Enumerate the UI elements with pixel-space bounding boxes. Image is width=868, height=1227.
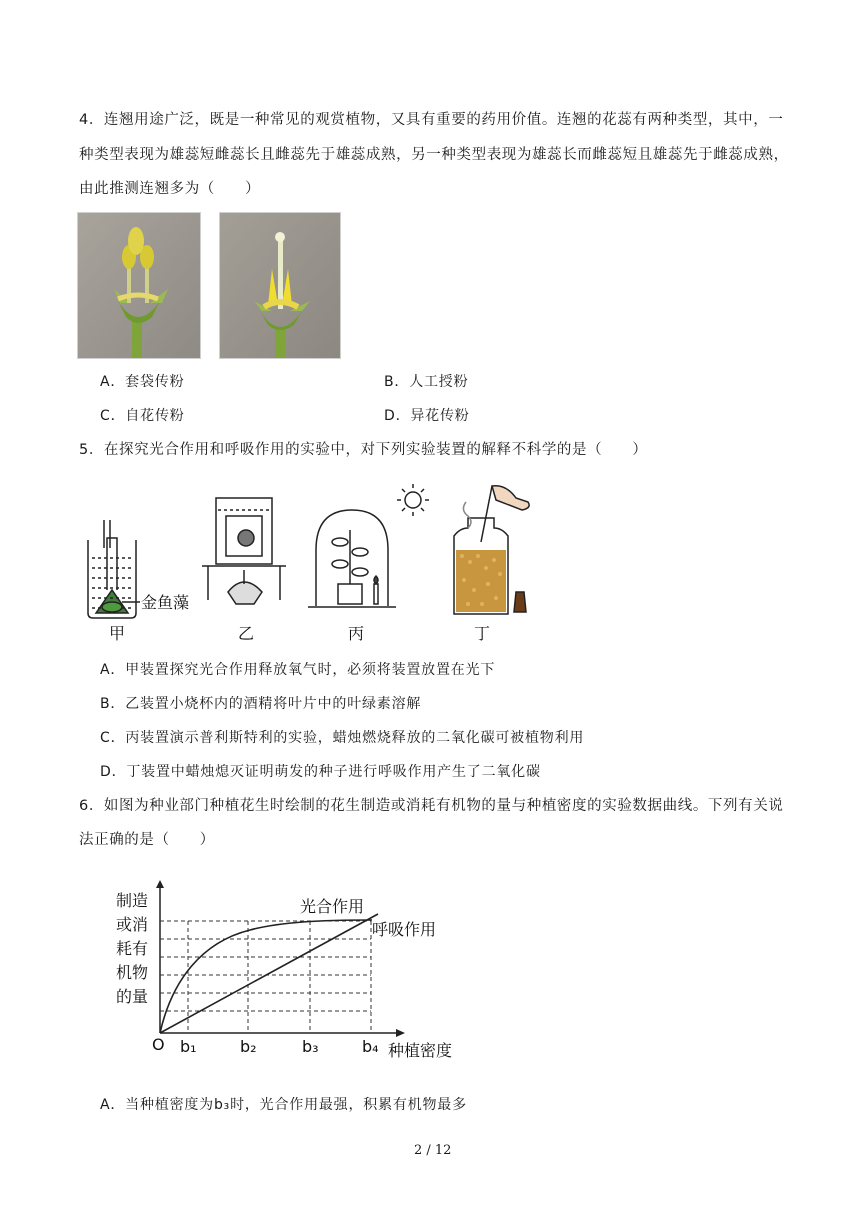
q4-line-2: 种类型表现为雄蕊短雌蕊长且雌蕊先于雄蕊成熟，另一种类型表现为雄蕊长而雌蕊短且雄蕊先于雌蕊成熟， [79,147,789,163]
x-tick-b4: b₄ [362,1037,379,1056]
apparatus-bing [308,510,396,607]
flower-photo-long-stamen [77,212,201,359]
page-number: 2 / 12 [414,1143,452,1158]
q6-line-2: 法正确的是（ ） [79,832,215,848]
series-label-photosynthesis: 光合作用 [300,897,365,916]
series-respiration [160,914,378,1033]
q4-option-d[interactable]: D．异花传粉 [384,408,470,424]
apparatus-yi [202,498,286,604]
x-tick-b2: b₂ [240,1037,257,1056]
q4-line-1: 4．连翘用途广泛，既是一种常见的观赏植物，又具有重要的药用价值。连翘的花蕊有两种类型，其中，一 [79,112,784,128]
apparatus-ding [454,486,529,614]
q5-option-c[interactable]: C．丙装置演示普利斯特利的实验，蜡烛燃烧释放的二氧化碳可被植物利用 [100,730,585,746]
q4-option-b[interactable]: B．人工授粉 [384,374,469,390]
label-jia: 甲 [109,624,126,643]
y-label-1: 制造 [116,891,149,910]
origin-label: O [152,1035,165,1054]
q4-option-a[interactable]: A．套袋传粉 [100,374,185,390]
label-alga: 金鱼藻 [141,593,190,612]
y-axis-arrow [156,880,164,888]
q4-line-3: 由此推测连翘多为（ ） [79,181,261,197]
q5-option-b[interactable]: B．乙装置小烧杯内的酒精将叶片中的叶绿素溶解 [100,696,422,712]
label-ding: 丁 [474,624,491,643]
x-axis-label: 种植密度 [388,1041,453,1060]
flower-photo-long-pistil [219,212,341,359]
sun-icon [397,484,429,516]
q6-chart [110,880,470,1065]
y-label-5: 的量 [116,987,149,1006]
q5-option-a[interactable]: A．甲装置探究光合作用释放氧气时，必须将装置放置在光下 [100,662,496,678]
x-axis-arrow [396,1029,405,1037]
label-yi: 乙 [238,624,255,643]
label-bing: 丙 [348,624,365,643]
x-tick-b3: b₃ [302,1037,319,1056]
q5-stem: 5．在探究光合作用和呼吸作用的实验中，对下列实验装置的解释不科学的是（ ） [79,442,648,458]
y-label-2: 或消 [116,915,149,934]
q6-option-a[interactable]: A．当种植密度为b₃时，光合作用最强，积累有机物最多 [100,1097,467,1113]
q4-option-c[interactable]: C．自花传粉 [100,408,185,424]
apparatus-jia [88,520,140,618]
series-label-respiration: 呼吸作用 [372,920,437,939]
q5-apparatus-figure [76,480,536,645]
q6-line-1: 6．如图为种业部门种植花生时绘制的花生制造或消耗有机物的量与种植密度的实验数据曲线。下列有关说 [79,798,784,814]
y-label-4: 机物 [116,963,149,982]
x-tick-b1: b₁ [180,1037,197,1056]
q5-option-d[interactable]: D．丁装置中蜡烛熄灭证明萌发的种子进行呼吸作用产生了二氧化碳 [100,764,541,780]
y-label-3: 耗有 [116,939,149,958]
